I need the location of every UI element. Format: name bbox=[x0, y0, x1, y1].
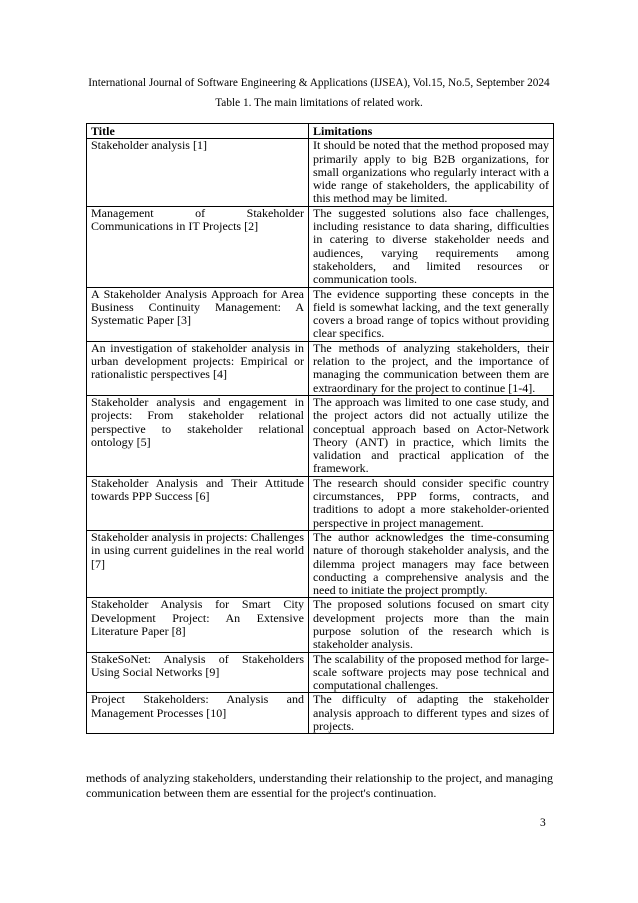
table-caption: Table 1. The main limitations of related work. bbox=[215, 97, 423, 109]
table-row bbox=[87, 139, 554, 206]
row-title-cell: Project Stakeholders: Analysis and Management Processes [10] bbox=[87, 693, 309, 734]
table-header-row bbox=[87, 124, 554, 139]
table-row bbox=[87, 395, 554, 476]
row-limitation-cell: The research should consider specific country circumstances, PPP forms, contracts, and traditions to adopt a more stakeholder-oriented perspective in project management. bbox=[309, 476, 554, 530]
row-title-cell: Stakeholder analysis in projects: Challenges in using current guidelines in the real world [7] bbox=[87, 530, 309, 597]
row-title-cell: Stakeholder Analysis for Smart City Development Project: An Extensive Literature Paper [8] bbox=[87, 598, 309, 652]
row-title-cell: A Stakeholder Analysis Approach for Area Business Continuity Management: A Systematic Paper [3] bbox=[87, 287, 309, 341]
table-row bbox=[87, 693, 554, 734]
row-limitation-cell: The author acknowledges the time-consuming nature of thorough stakeholder analysis, and the dilemma project managers may face between conducting a comprehensive analysis and the need to initiate the project promptly. bbox=[309, 530, 554, 597]
row-title-cell: StakeSoNet: Analysis of Stakeholders Using Social Networks [9] bbox=[87, 652, 309, 693]
journal-header: International Journal of Software Engineering & Applications (IJSEA), Vol.15, No.5, September 2024 bbox=[88, 77, 550, 89]
limitations-table bbox=[86, 123, 554, 734]
page-number: 3 bbox=[540, 817, 546, 829]
table-row bbox=[87, 598, 554, 652]
row-title-cell: An investigation of stakeholder analysis in urban development projects: Empirical or rationalistic perspectives [4] bbox=[87, 341, 309, 395]
row-limitation-cell: The scalability of the proposed method for large-scale software projects may pose technical and computational challenges. bbox=[309, 652, 554, 693]
table-row bbox=[87, 341, 554, 395]
column-header-title: Title bbox=[87, 124, 309, 139]
row-title-cell: Stakeholder analysis and engagement in projects: From stakeholder relational perspective to stakeholder relational ontology [5] bbox=[87, 395, 309, 476]
row-limitation-cell: It should be noted that the method proposed may primarily apply to big B2B organizations, for small organizations who regularly interact with a wide range of stakeholders, the applicability of this method may be limited. bbox=[309, 139, 554, 206]
body-paragraph: methods of analyzing stakeholders, understanding their relationship to the project, and managing communication between them are essential for the project's continuation. bbox=[86, 771, 553, 800]
row-limitation-cell: The suggested solutions also face challenges, including resistance to data sharing, difficulties in catering to diverse stakeholder needs and audiences, varying requirements among stakeholders, and limited resources or communication tools. bbox=[309, 206, 554, 287]
row-limitation-cell: The evidence supporting these concepts in the field is somewhat lacking, and the text generally covers a broad range of topics without providing clear specifics. bbox=[309, 287, 554, 341]
row-limitation-cell: The approach was limited to one case study, and the project actors did not actually utilize the conceptual approach based on Actor-Network Theory (ANT) in practice, which limits the validation and practical application of the framework. bbox=[309, 395, 554, 476]
column-header-limitations: Limitations bbox=[309, 124, 554, 139]
row-title-cell: Stakeholder analysis [1] bbox=[87, 139, 309, 206]
table-row bbox=[87, 206, 554, 287]
table-row bbox=[87, 652, 554, 693]
row-title-cell: Stakeholder Analysis and Their Attitude towards PPP Success [6] bbox=[87, 476, 309, 530]
table-row bbox=[87, 287, 554, 341]
row-limitation-cell: The difficulty of adapting the stakeholder analysis approach to different types and sizes of projects. bbox=[309, 693, 554, 734]
table-row bbox=[87, 476, 554, 530]
row-limitation-cell: The methods of analyzing stakeholders, their relation to the project, and the importance of managing the communication between them are extraordinary for the project to continue [1-4]. bbox=[309, 341, 554, 395]
row-title-cell: Management of Stakeholder Communications in IT Projects [2] bbox=[87, 206, 309, 287]
table-row bbox=[87, 530, 554, 597]
row-limitation-cell: The proposed solutions focused on smart city development projects more than the main purpose solution of the research which is stakeholder analysis. bbox=[309, 598, 554, 652]
